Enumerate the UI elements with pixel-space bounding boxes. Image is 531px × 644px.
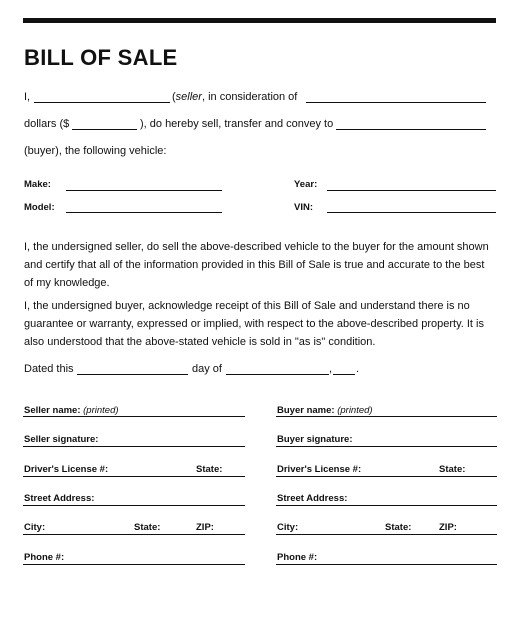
- dollars-blank[interactable]: [72, 129, 137, 130]
- buyer-name-line[interactable]: [276, 416, 497, 417]
- seller-certification-paragraph: I, the undersigned seller, do sell the above-described vehicle to the buyer for the amount shown and certify that all of the information provided in this Bill of Sale is true and accurate to the best of my knowledge.: [24, 241, 489, 289]
- buyer-city-line[interactable]: [276, 534, 497, 535]
- dated-middle: day of: [192, 363, 222, 375]
- line3-text: (buyer), the following vehicle:: [24, 145, 167, 157]
- year-label: Year:: [294, 179, 318, 190]
- dated-day-blank[interactable]: [77, 374, 188, 375]
- seller-street-label: Street Address:: [24, 493, 95, 504]
- model-label: Model:: [24, 202, 55, 213]
- seller-license-state-label: State:: [196, 464, 223, 475]
- buyer-phone-label: Phone #:: [277, 552, 318, 563]
- buyer-license-line[interactable]: [276, 476, 497, 477]
- buyer-street-label: Street Address:: [277, 493, 348, 504]
- buyer-zip-label: ZIP:: [439, 522, 457, 533]
- seller-name-line[interactable]: [23, 416, 245, 417]
- seller-signature-line[interactable]: [23, 446, 245, 447]
- seller-license-label: Driver's License #:: [24, 464, 109, 475]
- line2-middle: ), do hereby sell, transfer and convey to: [140, 118, 334, 130]
- seller-city-state-label: State:: [134, 522, 161, 533]
- buyer-city-state-label: State:: [385, 522, 412, 533]
- seller-license-line[interactable]: [23, 476, 245, 477]
- buyer-signature-line[interactable]: [276, 446, 497, 447]
- seller-city-label: City:: [24, 522, 46, 533]
- buyer-acknowledgment-paragraph: I, the undersigned buyer, acknowledge receipt of this Bill of Sale and understand there is no guarantee or warranty, expressed or implied, with respect to the above-described property. It is also understood that the above-stated vehicle is sold in "as is" condition.: [24, 300, 484, 348]
- seller-name-label: Seller name: (printed): [24, 405, 119, 416]
- buyer-name-blank[interactable]: [336, 129, 486, 130]
- seller-label: (seller, in consideration of: [172, 91, 298, 103]
- buyer-city-label: City:: [277, 522, 299, 533]
- dated-comma: ,: [329, 363, 333, 375]
- vin-blank[interactable]: [327, 212, 496, 213]
- buyer-license-label: Driver's License #:: [277, 464, 362, 475]
- buyer-license-state-label: State:: [439, 464, 466, 475]
- seller-signature-label: Seller signature:: [24, 434, 99, 445]
- buyer-name-label: Buyer name: (printed): [277, 405, 373, 416]
- buyer-signature-label: Buyer signature:: [277, 434, 353, 445]
- make-blank[interactable]: [66, 190, 222, 191]
- line2-prefix: dollars ($: [24, 118, 70, 130]
- dated-year-blank[interactable]: [333, 374, 355, 375]
- seller-city-line[interactable]: [23, 534, 245, 535]
- dated-period: .: [356, 363, 360, 375]
- seller-phone-label: Phone #:: [24, 552, 65, 563]
- model-blank[interactable]: [66, 212, 222, 213]
- seller-name-blank[interactable]: [34, 102, 170, 103]
- top-rule: [23, 18, 496, 23]
- line1-prefix: I,: [24, 91, 31, 103]
- buyer-phone-line[interactable]: [276, 564, 497, 565]
- seller-phone-line[interactable]: [23, 564, 245, 565]
- seller-street-line[interactable]: [23, 505, 245, 506]
- dated-prefix: Dated this: [24, 363, 74, 375]
- seller-zip-label: ZIP:: [196, 522, 214, 533]
- make-label: Make:: [24, 179, 51, 190]
- document-title: BILL OF SALE: [24, 45, 178, 70]
- dated-month-blank[interactable]: [226, 374, 329, 375]
- vin-label: VIN:: [294, 202, 313, 213]
- consideration-blank[interactable]: [306, 102, 486, 103]
- buyer-street-line[interactable]: [276, 505, 497, 506]
- year-blank[interactable]: [327, 190, 496, 191]
